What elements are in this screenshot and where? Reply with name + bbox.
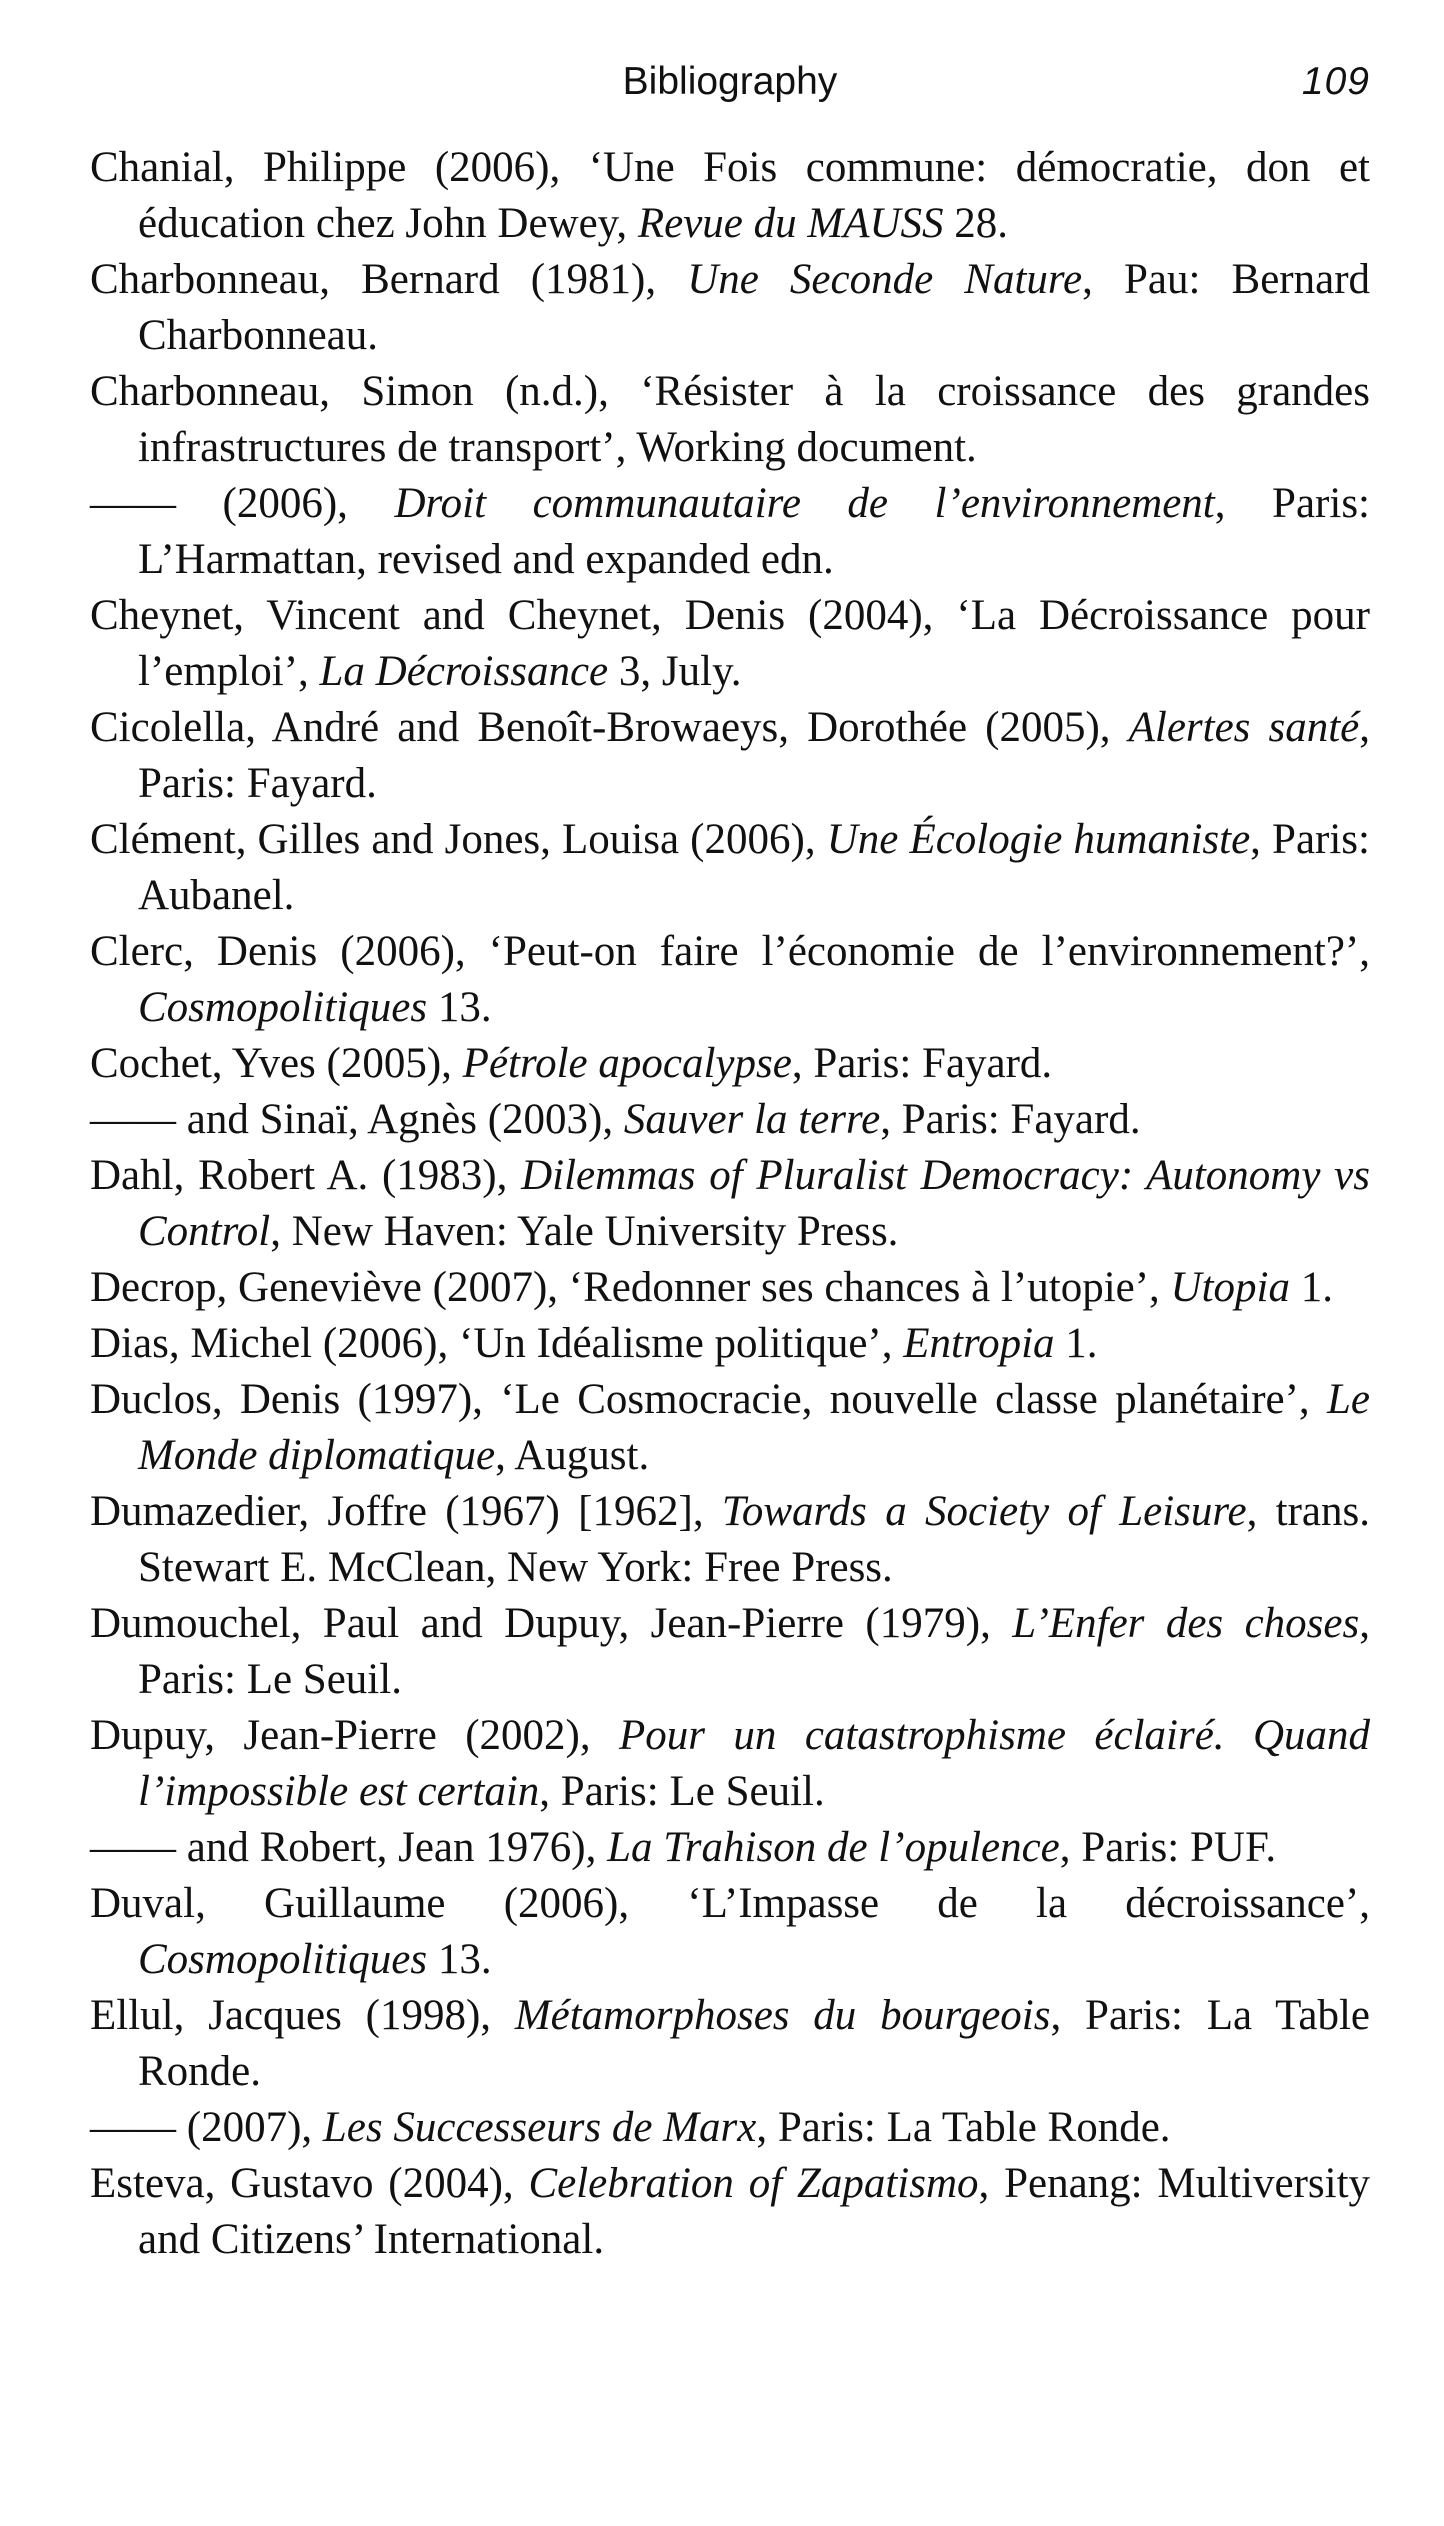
entry-title-italic: Le Monde diplomatique bbox=[138, 1376, 1370, 1479]
bibliography-entry bbox=[90, 1596, 1370, 1708]
entry-text: 1. bbox=[1054, 1320, 1098, 1367]
bibliography-entry bbox=[90, 812, 1370, 924]
entry-text: , New Haven: Yale University Press. bbox=[270, 1208, 899, 1255]
entry-text: Charbonneau, Simon (n.d.), ‘Résister à la croissance des grandes infrastructures de transport’, Working document. bbox=[90, 368, 1370, 471]
bibliography-entry bbox=[90, 1260, 1370, 1316]
entry-text: , Paris: L’Harmattan, revised and expanded edn. bbox=[138, 480, 1370, 583]
entry-text: Cochet, Yves (2005), bbox=[90, 1040, 463, 1087]
entry-text: 28. bbox=[943, 200, 1009, 247]
bibliography-entry bbox=[90, 1148, 1370, 1260]
entry-title-italic: Cosmopolitiques bbox=[138, 1936, 428, 1983]
entry-text: 13. bbox=[427, 984, 492, 1031]
entry-text: Esteva, Gustavo (2004), bbox=[90, 2160, 529, 2207]
entry-title-italic: Celebration of Zapatismo bbox=[528, 2160, 979, 2207]
bibliography-list bbox=[90, 140, 1370, 2268]
bibliography-entry bbox=[90, 1820, 1370, 1876]
entry-text: , trans. Stewart E. McClean, New York: Free Press. bbox=[138, 1488, 1370, 1591]
entry-title-italic: Une Écologie humaniste bbox=[826, 816, 1251, 863]
entry-text: , Paris: Le Seuil. bbox=[138, 1600, 1370, 1703]
entry-text: —— and Robert, Jean 1976), bbox=[90, 1824, 608, 1871]
entry-text: Ellul, Jacques (1998), bbox=[90, 1992, 515, 2039]
page-number: 109 bbox=[1301, 60, 1370, 103]
entry-title-italic: Utopia bbox=[1170, 1264, 1290, 1311]
entry-title-italic: Droit communautaire de l’environnement bbox=[394, 480, 1215, 527]
entry-text: , Paris: Fayard. bbox=[880, 1096, 1141, 1143]
entry-text: Dumazedier, Joffre (1967) [1962], bbox=[90, 1488, 722, 1535]
entry-title-italic: Pour un catastrophisme éclairé. Quand l’impossible est certain bbox=[138, 1712, 1370, 1815]
bibliography-entry bbox=[90, 1708, 1370, 1820]
bibliography-entry bbox=[90, 1372, 1370, 1484]
entry-title-italic: L’Enfer des choses bbox=[1012, 1600, 1360, 1647]
entry-text: , August. bbox=[495, 1432, 650, 1479]
bibliography-entry bbox=[90, 140, 1370, 252]
entry-text: Charbonneau, Bernard (1981), bbox=[90, 256, 688, 303]
bibliography-entry bbox=[90, 2100, 1370, 2156]
entry-title-italic: Alertes santé bbox=[1128, 704, 1360, 751]
entry-text: Clément, Gilles and Jones, Louisa (2006), bbox=[90, 816, 827, 863]
entry-title-italic: Sauver la terre bbox=[623, 1096, 881, 1143]
bibliography-entry bbox=[90, 476, 1370, 588]
entry-title-italic: Cosmopolitiques bbox=[138, 984, 428, 1031]
entry-text: , Paris: Fayard. bbox=[791, 1040, 1053, 1087]
entry-title-italic: Pétrole apocalypse bbox=[462, 1040, 792, 1087]
bibliography-entry bbox=[90, 1484, 1370, 1596]
entry-text: , Pau: Bernard Charbonneau. bbox=[138, 256, 1371, 359]
bibliography-entry bbox=[90, 700, 1370, 812]
bibliography-entry bbox=[90, 588, 1370, 700]
bibliography-entry bbox=[90, 1036, 1370, 1092]
entry-title-italic: La Trahison de l’opulence bbox=[607, 1824, 1060, 1871]
entry-text: 3, July. bbox=[608, 648, 742, 695]
book-page bbox=[90, 50, 1370, 2268]
entry-text: 13. bbox=[427, 1936, 492, 1983]
entry-text: Cicolella, André and Benoît-Browaeys, Dorothée (2005), bbox=[90, 704, 1129, 751]
entry-text: , Paris: Aubanel. bbox=[138, 816, 1370, 919]
entry-text: , Paris: Le Seuil. bbox=[539, 1768, 825, 1815]
bibliography-entry bbox=[90, 364, 1370, 476]
bibliography-entry bbox=[90, 2156, 1370, 2268]
bibliography-entry bbox=[90, 1316, 1370, 1372]
bibliography-entry bbox=[90, 1876, 1370, 1988]
entry-text: Cheynet, Vincent and Cheynet, Denis (2004), ‘La Décroissance pour l’emploi’, bbox=[90, 592, 1370, 695]
entry-text: , Paris: Fayard. bbox=[138, 704, 1370, 807]
entry-text: Dupuy, Jean-Pierre (2002), bbox=[90, 1712, 620, 1759]
entry-text: —— (2007), bbox=[90, 2104, 323, 2151]
bibliography-entry bbox=[90, 1092, 1370, 1148]
bibliography-entry bbox=[90, 252, 1370, 364]
entry-text: —— and Sinaï, Agnès (2003), bbox=[90, 1096, 624, 1143]
entry-title-italic: Entropia bbox=[903, 1320, 1055, 1367]
entry-text: Dumouchel, Paul and Dupuy, Jean-Pierre (1979), bbox=[90, 1600, 1013, 1647]
entry-title-italic: La Décroissance bbox=[319, 648, 609, 695]
entry-text: Clerc, Denis (2006), ‘Peut-on faire l’économie de l’environnement?’, bbox=[90, 928, 1370, 975]
bibliography-entry bbox=[90, 1988, 1370, 2100]
entry-text: 1. bbox=[1290, 1264, 1333, 1311]
entry-title-italic: Métamorphoses du bourgeois bbox=[514, 1992, 1051, 2039]
running-head-title: Bibliography bbox=[622, 60, 838, 103]
entry-title-italic: Les Successeurs de Marx bbox=[322, 2104, 757, 2151]
bibliography-entry bbox=[90, 924, 1370, 1036]
entry-title-italic: Revue du MAUSS bbox=[637, 200, 944, 247]
entry-title-italic: Une Seconde Nature bbox=[687, 256, 1083, 303]
entry-text: Dahl, Robert A. (1983), bbox=[90, 1152, 522, 1199]
entry-text: Decrop, Geneviève (2007), ‘Redonner ses chances à l’utopie’, bbox=[90, 1264, 1171, 1311]
entry-text: , Paris: La Table Ronde. bbox=[138, 1992, 1370, 2095]
entry-title-italic: Towards a Society of Leisure bbox=[721, 1488, 1247, 1535]
entry-text: —— (2006), bbox=[90, 480, 395, 527]
entry-text: , Paris: PUF. bbox=[1059, 1824, 1277, 1871]
entry-text: Dias, Michel (2006), ‘Un Idéalisme politique’, bbox=[90, 1320, 904, 1367]
entry-title-italic: Dilemmas of Pluralist Democracy: Autonomy vs Control bbox=[138, 1152, 1370, 1255]
entry-text: Chanial, Philippe (2006), ‘Une Fois commune: démocratie, don et éducation chez John Dewey, bbox=[90, 144, 1370, 247]
entry-text: , Paris: La Table Ronde. bbox=[756, 2104, 1171, 2151]
entry-text: , Penang: Multiversity and Citizens’ International. bbox=[138, 2160, 1371, 2263]
entry-text: Duval, Guillaume (2006), ‘L’Impasse de la décroissance’, bbox=[90, 1880, 1370, 1927]
running-head bbox=[90, 50, 1370, 122]
entry-text: Duclos, Denis (1997), ‘Le Cosmocracie, nouvelle classe planétaire’, bbox=[90, 1376, 1327, 1423]
